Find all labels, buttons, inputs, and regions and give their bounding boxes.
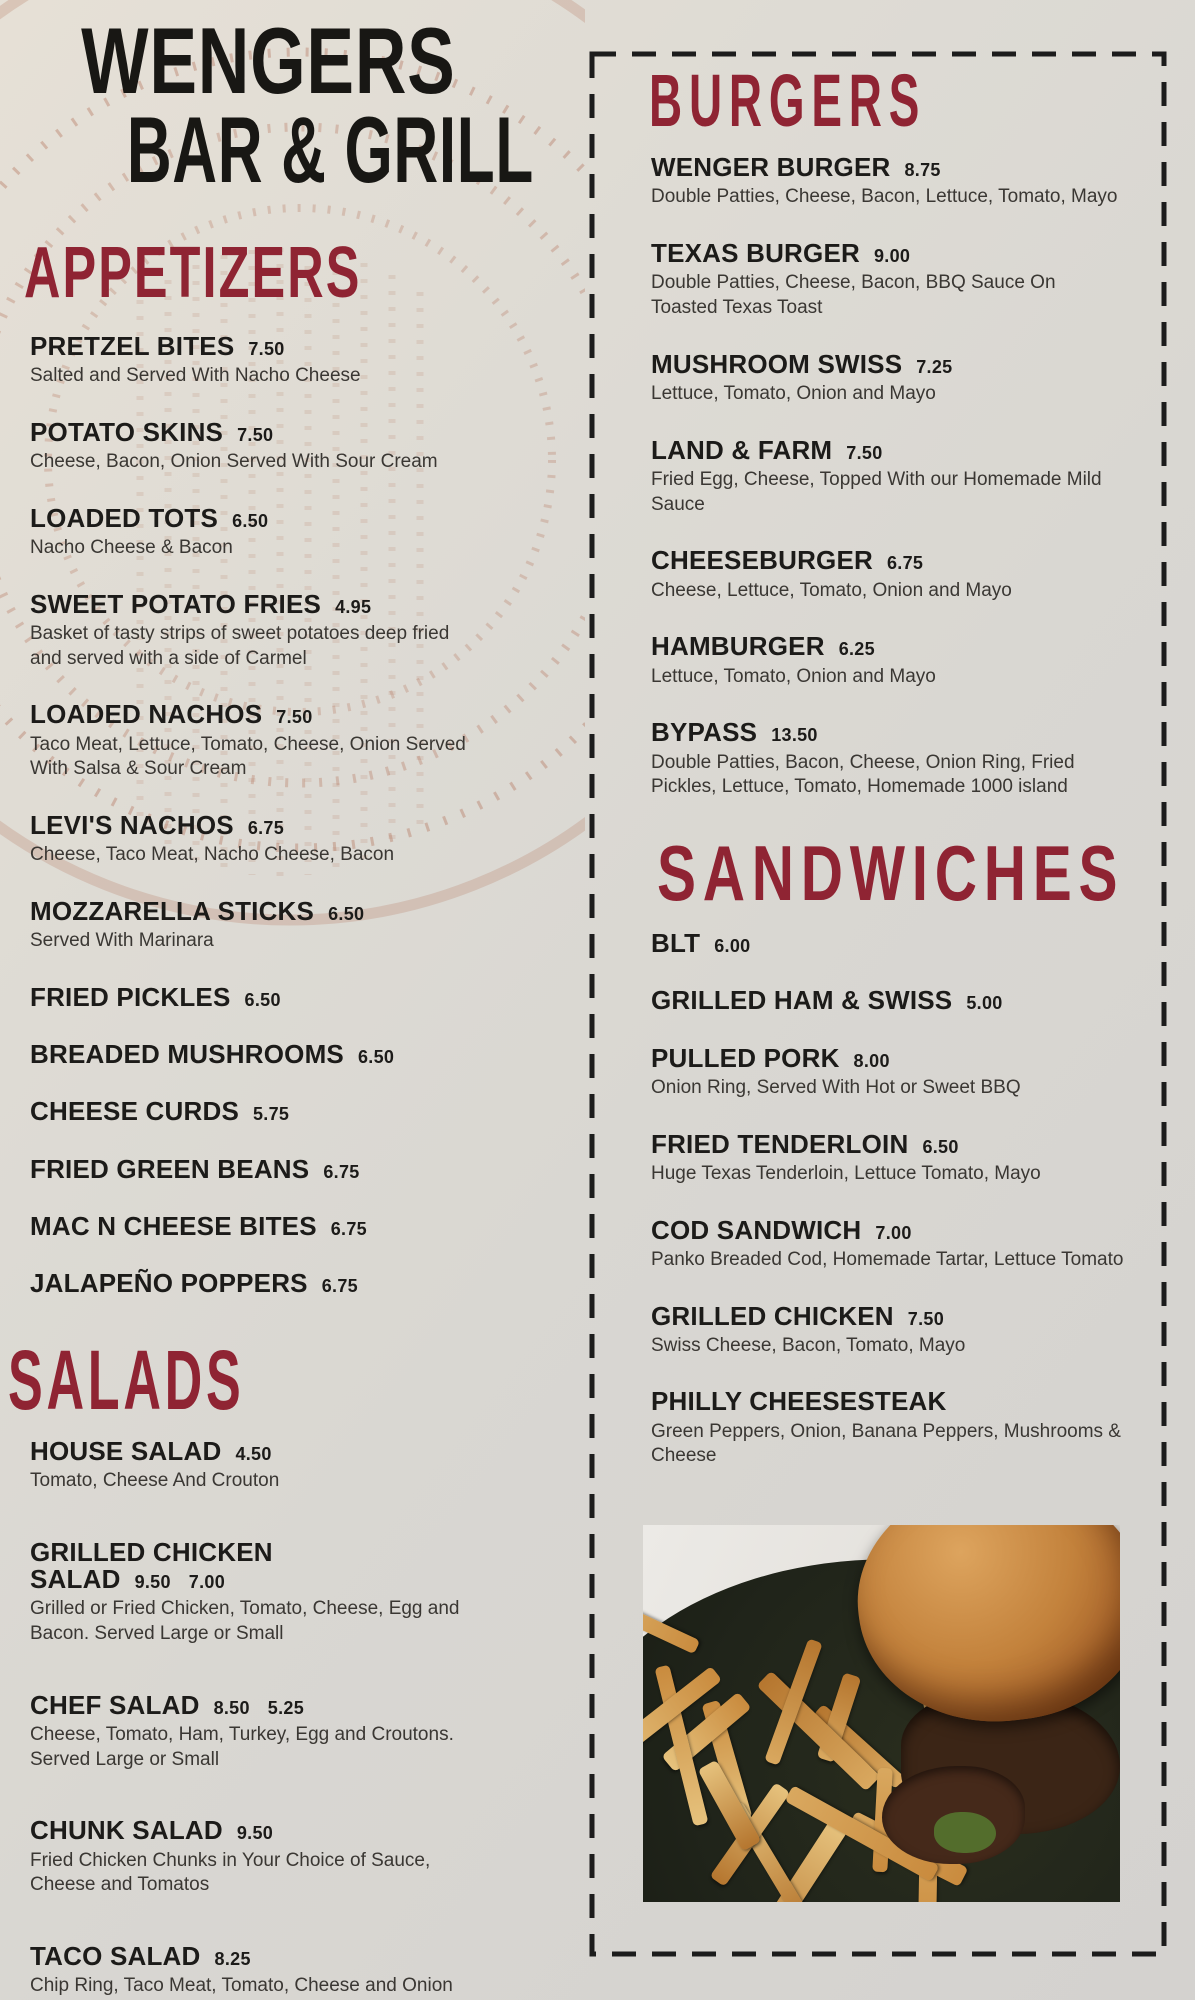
item-price: 6.50 <box>922 1136 959 1157</box>
item-name: WENGER BURGER <box>651 152 891 182</box>
item-price: 7.50 <box>248 338 285 359</box>
item-price: 6.75 <box>321 1276 358 1297</box>
menu-item <box>651 1388 1125 1469</box>
title-line-2: BAR & GRILL <box>126 97 534 203</box>
section-header-burgers <box>649 59 1125 142</box>
item-name: LEVI'S NACHOS <box>30 809 234 840</box>
item-price: 8.00 <box>853 1050 890 1071</box>
section-header-appetizers <box>24 232 474 313</box>
item-name: POTATO SKINS <box>30 416 224 447</box>
item-description: Chip Ring, Taco Meat, Tomato, Cheese and Onion <box>30 1975 453 1997</box>
item-name: CHUNK SALAD <box>30 1815 223 1846</box>
menu-item <box>30 1041 474 1068</box>
item-price: 9.00 <box>873 245 911 266</box>
menu-item <box>651 434 1125 518</box>
item-name: GRILLED CHICKEN SALAD <box>30 1536 273 1594</box>
menu-item <box>651 633 1125 689</box>
item-name: CHEF SALAD <box>30 1689 200 1720</box>
item-price: 5.75 <box>253 1104 290 1125</box>
menu-item <box>30 895 474 954</box>
menu-item <box>651 348 1125 407</box>
item-price: 7.25 <box>916 356 953 377</box>
item-price: 6.25 <box>838 639 875 660</box>
menu-item <box>651 987 1125 1014</box>
menu-item <box>30 502 474 561</box>
item-description: Cheese, Lettuce, Tomato, Onion and Mayo <box>651 579 1012 601</box>
item-name: LOADED NACHOS <box>30 699 263 730</box>
left-column <box>8 8 534 2000</box>
item-price: 5.25 <box>267 1697 305 1718</box>
menu-item <box>651 1042 1125 1101</box>
item-description: Huge Texas Tenderloin, Lettuce Tomato, Mayo <box>651 1162 1041 1184</box>
item-description: Served With Marinara <box>30 930 214 952</box>
item-price: 13.50 <box>771 725 818 746</box>
menu-item <box>30 1435 474 1494</box>
item-name: CHEESEBURGER <box>651 545 873 576</box>
menu-item <box>651 719 1125 800</box>
item-price: 7.00 <box>875 1222 912 1243</box>
item-name: TEXAS BURGER <box>651 237 860 268</box>
item-name: BYPASS <box>651 717 758 748</box>
restaurant-title <box>22 8 534 203</box>
item-name: MOZZARELLA STICKS <box>30 895 315 926</box>
menu-item <box>651 927 1125 958</box>
item-price: 6.50 <box>232 510 269 531</box>
menu-item <box>30 330 474 389</box>
item-name: GRILLED HAM & SWISS <box>651 985 953 1016</box>
menu-section-burgers <box>643 59 1125 800</box>
item-name: GRILLED CHICKEN <box>651 1300 894 1331</box>
item-price: 4.95 <box>335 596 372 617</box>
item-description: Lettuce, Tomato, Onion and Mayo <box>651 665 936 687</box>
item-price: 8.75 <box>904 160 941 180</box>
item-price: 7.50 <box>237 424 274 445</box>
menu-item <box>30 1098 474 1125</box>
title-line-1: WENGERS <box>81 8 456 113</box>
item-name: MUSHROOM SWISS <box>651 348 903 379</box>
item-name: COD SANDWICH <box>651 1214 862 1245</box>
item-name: MAC N CHEESE BITES <box>30 1211 317 1242</box>
item-description: Green Peppers, Onion, Banana Peppers, Mushrooms & Cheese <box>651 1420 1121 1467</box>
item-price: 5.00 <box>966 993 1003 1014</box>
item-description: Swiss Cheese, Bacon, Tomato, Mayo <box>651 1334 966 1356</box>
menu-item <box>651 237 1125 321</box>
item-price: 7.00 <box>188 1571 226 1592</box>
menu-item <box>651 154 1125 210</box>
menu-section-sandwiches <box>643 828 1125 1469</box>
item-description: Double Patties, Bacon, Cheese, Onion Ring, Fried Pickles, Lettuce, Tomato, Homemade 1000 island <box>651 751 1075 798</box>
section-header-salads <box>8 1332 474 1427</box>
menu-item <box>30 1689 474 1773</box>
lettuce <box>934 1812 996 1853</box>
section-header-label: APPETIZERS <box>24 232 362 313</box>
menu-item <box>30 809 474 868</box>
item-name: PULLED PORK <box>651 1042 840 1073</box>
item-price: 8.25 <box>214 1948 251 1969</box>
item-description: Panko Breaded Cod, Homemade Tartar, Lettuce Tomato <box>651 1248 1124 1270</box>
menu-item <box>30 1213 474 1240</box>
item-price: 7.50 <box>276 707 313 728</box>
item-price: 9.50 <box>236 1823 274 1844</box>
menu-item <box>651 1128 1125 1187</box>
right-column <box>643 59 1125 1902</box>
item-name: JALAPEÑO POPPERS <box>30 1268 308 1299</box>
item-name: BLT <box>651 927 701 958</box>
item-description: Taco Meat, Lettuce, Tomato, Cheese, Onion Served With Salsa & Sour Cream <box>30 733 466 780</box>
item-name: BREADED MUSHROOMS <box>30 1039 344 1070</box>
item-description: Fried Chicken Chunks in Your Choice of Sauce, Cheese and Tomatos <box>30 1849 431 1896</box>
item-name: HOUSE SALAD <box>30 1435 222 1466</box>
menu-item <box>30 701 474 782</box>
item-price: 6.75 <box>247 817 285 838</box>
item-price: 6.00 <box>714 935 751 956</box>
menu-item <box>30 1270 474 1297</box>
item-price: 6.50 <box>357 1047 395 1068</box>
menu-item <box>30 1536 474 1647</box>
item-price: 9.50 <box>134 1571 171 1592</box>
item-description: Tomato, Cheese And Crouton <box>30 1469 280 1491</box>
item-price: 6.50 <box>328 903 365 924</box>
menu-item <box>30 588 474 672</box>
item-description: Cheese, Bacon, Onion Served With Sour Cream <box>30 450 438 472</box>
item-price: 6.50 <box>244 989 281 1010</box>
item-name: SWEET POTATO FRIES <box>30 588 322 619</box>
menu-item <box>651 547 1125 603</box>
item-description: Fried Egg, Cheese, Topped With our Homemade Mild Sauce <box>651 468 1102 515</box>
menu-section-appetizers <box>22 232 474 1299</box>
item-price: 6.75 <box>887 553 924 574</box>
menu-item <box>30 1817 474 1898</box>
item-price: 6.75 <box>323 1161 360 1182</box>
item-name: TACO SALAD <box>30 1940 201 1971</box>
item-name: FRIED GREEN BEANS <box>30 1153 310 1184</box>
item-price: 6.75 <box>330 1219 367 1240</box>
item-description: Cheese, Taco Meat, Nacho Cheese, Bacon <box>30 844 395 866</box>
menu-section-salads <box>8 1332 474 1999</box>
item-price: 7.50 <box>907 1308 945 1329</box>
menu-item <box>30 981 474 1012</box>
item-description: Cheese, Tomato, Ham, Turkey, Egg and Croutons. Served Large or Small <box>30 1723 454 1770</box>
section-header-label: SANDWICHES <box>657 828 1125 917</box>
item-price: 7.50 <box>846 442 883 463</box>
item-name: PRETZEL BITES <box>30 330 235 361</box>
item-name: FRIED TENDERLOIN <box>651 1128 909 1159</box>
item-description: Nacho Cheese & Bacon <box>30 536 233 558</box>
item-description: Lettuce, Tomato, Onion and Mayo <box>651 382 936 404</box>
item-description: Double Patties, Cheese, Bacon, Lettuce, Tomato, Mayo <box>651 186 1118 208</box>
menu-item <box>30 1153 474 1184</box>
item-name: FRIED PICKLES <box>30 981 231 1012</box>
item-description: Onion Ring, Served With Hot or Sweet BBQ <box>651 1076 1021 1098</box>
item-name: LAND & FARM <box>651 434 833 465</box>
item-description: Salted and Served With Nacho Cheese <box>30 364 361 386</box>
section-header-label: BURGERS <box>649 59 927 142</box>
food-photo <box>643 1525 1120 1902</box>
item-description: Basket of tasty strips of sweet potatoes deep fried and served with a side of Carmel <box>30 622 450 669</box>
item-description: Grilled or Fried Chicken, Tomato, Cheese, Egg and Bacon. Served Large or Small <box>30 1598 460 1644</box>
menu-item <box>651 1300 1125 1359</box>
item-name: HAMBURGER <box>651 631 825 662</box>
menu-item <box>30 416 474 475</box>
menu-item <box>651 1214 1125 1273</box>
section-header-label: SALADS <box>8 1332 245 1427</box>
item-name: LOADED TOTS <box>30 502 219 533</box>
item-price: 4.50 <box>235 1443 272 1464</box>
menu-item <box>30 1940 474 1999</box>
item-price: 8.50 <box>213 1697 250 1718</box>
item-name: CHEESE CURDS <box>30 1096 239 1127</box>
section-header-sandwiches <box>657 828 1125 917</box>
item-description: Double Patties, Cheese, Bacon, BBQ Sauce On Toasted Texas Toast <box>651 272 1056 318</box>
item-name: PHILLY CHEESESTEAK <box>651 1386 947 1417</box>
